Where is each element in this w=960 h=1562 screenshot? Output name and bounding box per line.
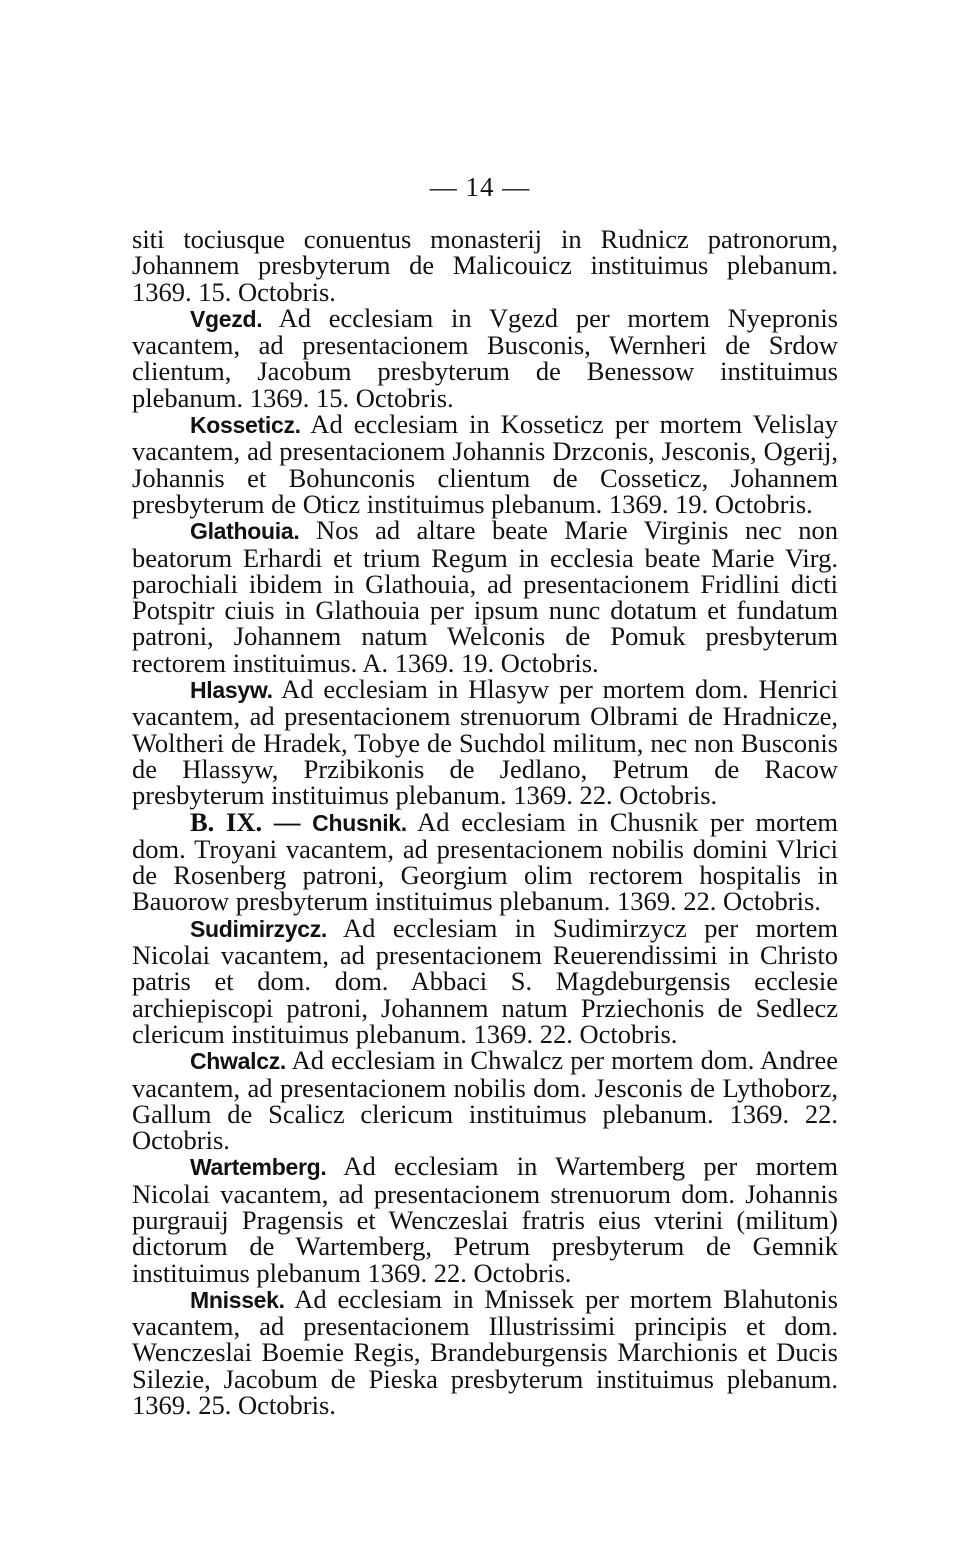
- entry-vgezd: [132, 302, 838, 413]
- entry-text: Ad ecclesiam in Chwalcz per mortem dom. Andree vacantem, ad presentacionem nobilis dom. Jesconis de Lythoborz, Gallum de Scalicz clericum instituimus plebanum. 1369. 22. Octobris.: [132, 1045, 838, 1156]
- entry-heading: Mnissek.: [190, 1286, 285, 1313]
- entry-heading: Vgezd.: [190, 305, 263, 332]
- entry-kosseticz: [132, 411, 838, 517]
- entry-text: Nos ad altare beate Marie Virginis nec non beatorum Erhardi et trium Regum in ecclesia beate Marie Virg. parochiali ibidem in Glathouia, ad presentacionem Fridlini dicti Potspitr ciuis in Glathouia per ipsum nunc dotatum et fundatum patroni, Johannem natum Welconis de Pomuk presbyterum rectorem instituimus. A. 1369. 19. Octobris.: [132, 515, 838, 678]
- entry-heading: Wartemberg.: [190, 1154, 327, 1181]
- entry-wartemberg: [132, 1151, 838, 1288]
- entry-heading: Glathouia.: [190, 518, 300, 545]
- entry-chusnik: [132, 806, 838, 917]
- body-text: [132, 224, 838, 1421]
- entry-heading: Chwalcz.: [190, 1048, 287, 1075]
- entry-heading: Sudimirzycz.: [190, 915, 327, 942]
- entry-heading: Kosseticz.: [190, 412, 301, 439]
- paragraph: [132, 226, 838, 305]
- entry-text: Ad ecclesiam in Mnissek per mortem Blahutonis vacantem, ad presentacionem Illustrissimi principis et dom. Wenczeslai Boemie Regis, Brandeburgensis Marchionis et Ducis Silezie, Jacobum de Pieska presbyterum instituimus plebanum. 1369. 25. Octobris.: [132, 1283, 838, 1421]
- entry-glathouia: [132, 517, 838, 676]
- paragraph-text: siti tociusque conuentus monasterij in Rudnicz patronorum, Johannem presbyterum de Malicouicz instituimus plebanum. 1369. 15. Octobris.: [132, 224, 838, 307]
- entry-text: Ad ecclesiam in Vgezd per mortem Nyepronis vacantem, ad presentacionem Busconis, Wernheri de Srdow clientum, Jacobum presbyterum de Benessow instituimus plebanum. 1369. 15. Octobris.: [132, 302, 838, 413]
- entry-text: Ad ecclesiam in Chusnik per mortem dom. Troyani vacantem, ad presentacionem nobilis domini Vlrici de Rosenberg patroni, Georgium olim rectorem hospitalis in Bauorow presbyterum instituimus plebanum. 1369. 22. Octobris.: [132, 806, 838, 917]
- entry-text: Ad ecclesiam in Kosseticz per mortem Velislay vacantem, ad presentacionem Johannis Drzconis, Jesconis, Ogerij, Johannis et Bohunconis clientum de Cosseticz, Johannem presbyterum de Oticz instituimus plebanum. 1369. 19. Octobris.: [132, 409, 838, 519]
- entry-heading: Chusnik.: [312, 809, 407, 836]
- entry-heading: Hlasyw.: [190, 677, 273, 704]
- entry-mnissek: [132, 1283, 838, 1421]
- signature-mark: B. IX. —: [190, 806, 301, 837]
- entry-hlasyw: [132, 674, 838, 811]
- entry-sudimirzycz: [132, 912, 838, 1049]
- entry-chwalcz: [132, 1045, 838, 1156]
- entry-text: Ad ecclesiam in Wartemberg per mortem Nicolai vacantem, ad presentacionem strenuorum dom. Johannis purgrauij Pragensis et Wenczeslai fratris eius vterini (militum) dictorum de Wartemberg, Petrum presbyterum de Gemnik instituimus plebanum 1369. 22. Octobris.: [132, 1151, 838, 1288]
- entry-text: Ad ecclesiam in Sudimirzycz per mortem Nicolai vacantem, ad presentacionem Reuerendissimi in Christo patris et dom. dom. Abbaci S. Magdeburgensis ecclesie archiepiscopi patroni, Johannem natum Prziechonis de Sedlecz clericum instituimus plebanum. 1369. 22. Octobris.: [132, 912, 838, 1049]
- page-number: — 14 —: [429, 172, 531, 202]
- entry-text: Ad ecclesiam in Hlasyw per mortem dom. Henrici vacantem, ad presentacionem strenuorum Olbrami de Hradnicze, Woltheri de Hradek, Tobye de Suchdol militum, nec non Busconis de Hlassyw, Przibikonis de Jedlano, Petrum de Racow presbyterum instituimus plebanum. 1369. 22. Octobris.: [132, 674, 838, 811]
